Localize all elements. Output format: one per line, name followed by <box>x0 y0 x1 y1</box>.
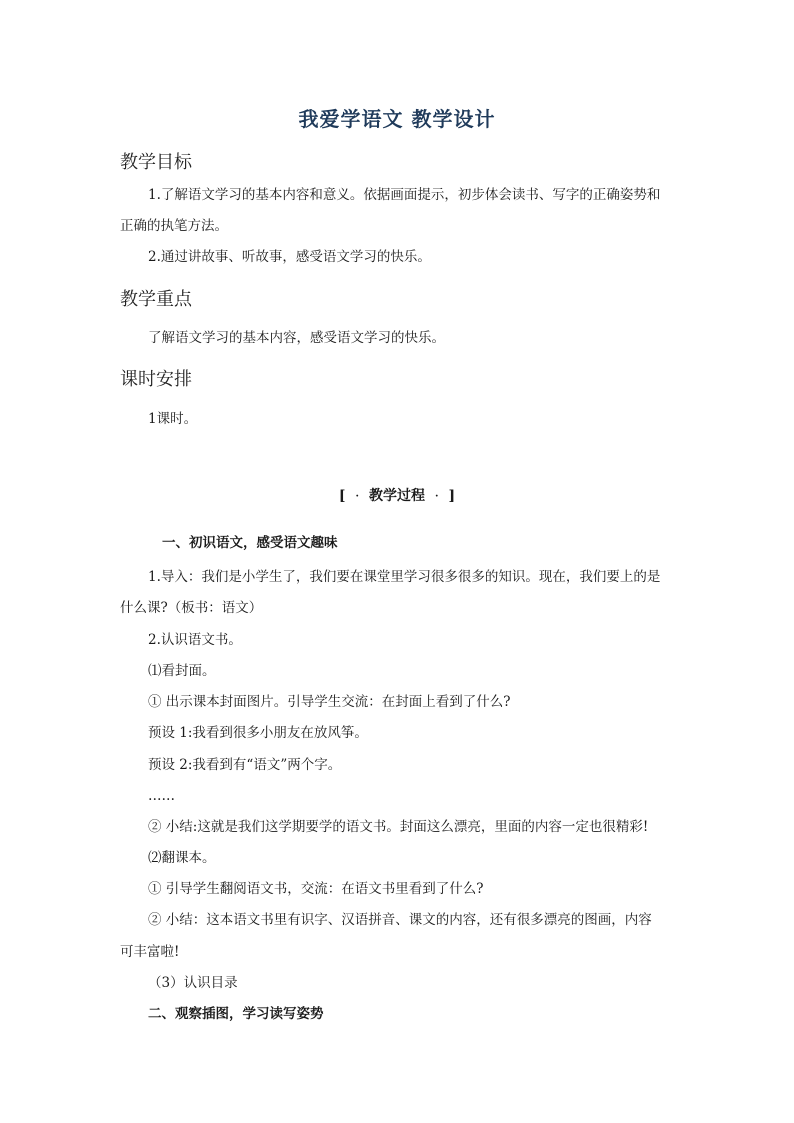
part1-heading: 一、初识语文，感受语文趣味 <box>162 535 338 551</box>
schedule-text: 1课时。 <box>148 411 198 427</box>
section-heading-goals: 教学目标 <box>120 152 192 173</box>
process-line: 1.导入：我们是小学生了，我们要在课堂里学习很多很多的知识。现在，我们要上的是 <box>148 569 661 585</box>
process-heading <box>0 485 794 505</box>
process-line: 什么课?（板书：语文） <box>120 600 263 616</box>
process-line: …… <box>148 788 175 804</box>
goal-line-3: 2.通过讲故事、听故事，感受语文学习的快乐。 <box>148 249 431 265</box>
part2-heading: 二、观察插图，学习读写姿势 <box>148 1006 324 1022</box>
section-heading-keypoints: 教学重点 <box>120 289 192 310</box>
process-line: ① 出示课本封面图片。引导学生交流：在封面上看到了什么? <box>148 694 511 710</box>
bracket-open: [ <box>338 488 346 504</box>
process-line: ② 小结：这本语文书里有识字、汉语拼音、课文的内容，还有很多漂亮的图画，内容 <box>148 912 652 928</box>
dot-left: · <box>355 490 359 502</box>
process-line: 预设 1:我看到很多小朋友在放风筝。 <box>148 725 368 741</box>
process-heading-text: 教学过程 <box>369 488 425 504</box>
section-heading-schedule: 课时安排 <box>120 369 192 390</box>
bracket-close: ] <box>448 488 456 504</box>
process-line: ⑵翻课本。 <box>148 850 216 866</box>
document-title: 我爱学语文 教学设计 <box>298 107 496 131</box>
goal-line-2: 正确的执笔方法。 <box>120 218 228 234</box>
process-line: 可丰富啦! <box>120 944 180 960</box>
dot-right: · <box>435 490 439 502</box>
process-line: ① 引导学生翻阅语文书，交流：在语文书里看到了什么? <box>148 881 484 897</box>
process-line: 预设 2:我看到有“语文”两个字。 <box>148 757 342 773</box>
process-line: （3）认识目录 <box>148 975 238 991</box>
process-line: ② 小结:这就是我们这学期要学的语文书。封面这么漂亮，里面的内容一定也很精彩! <box>148 819 649 835</box>
process-line: ⑴看封面。 <box>148 663 216 679</box>
keypoints-text: 了解语文学习的基本内容，感受语文学习的快乐。 <box>148 330 445 346</box>
process-line: 2.认识语文书。 <box>148 632 242 648</box>
goal-line-1: 1.了解语文学习的基本内容和意义。依据画面提示，初步体会读书、写字的正确姿势和 <box>148 187 661 203</box>
